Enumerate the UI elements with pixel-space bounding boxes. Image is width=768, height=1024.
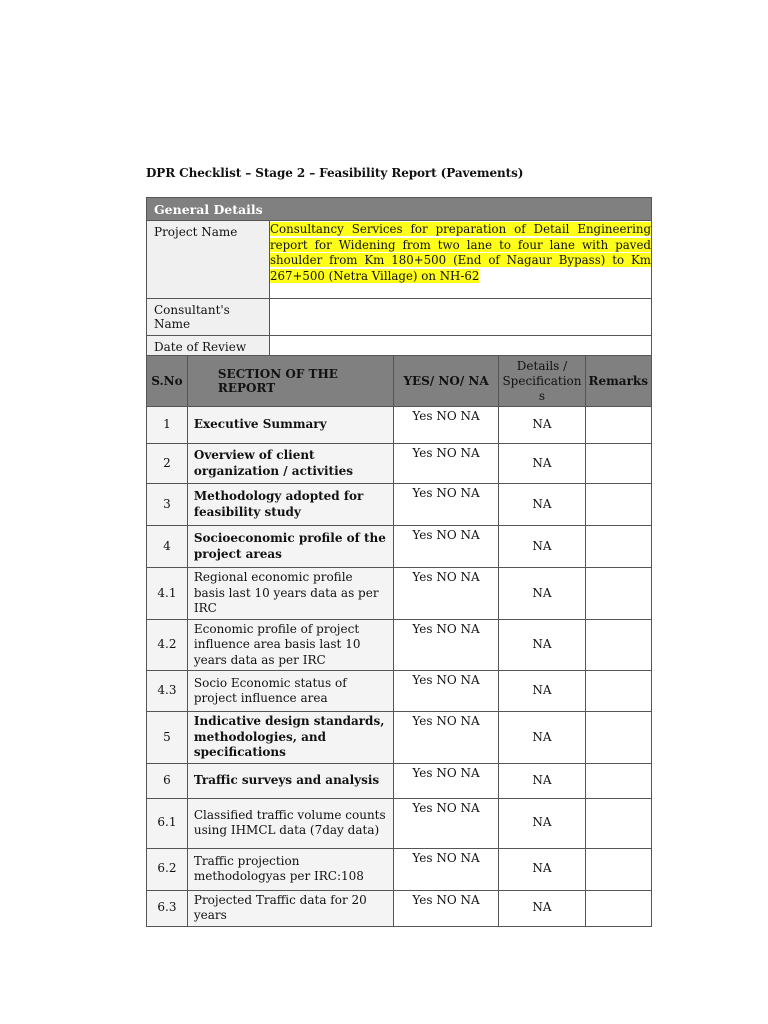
project-name-label: Project Name [147,221,270,299]
row-section: Socio Economic status of project influence area [187,671,393,712]
row-remarks[interactable] [585,619,652,671]
row-remarks[interactable] [585,526,652,568]
row-details[interactable]: NA [499,444,585,484]
row-details[interactable]: NA [499,526,585,568]
table-row [147,526,652,568]
review-date-label: Date of Review [147,336,270,359]
row-yes-no[interactable]: Yes NO NA [393,484,499,526]
table-row [147,444,652,484]
row-section: Classified traffic volume counts using IHMCL data (7day data) [187,798,393,848]
row-sno: 6 [147,763,188,798]
row-details[interactable]: NA [499,568,585,620]
header-section: SECTION OF THE REPORT [187,356,393,407]
table-row [147,798,652,848]
row-details[interactable]: NA [499,712,585,764]
row-remarks[interactable] [585,712,652,764]
row-details[interactable]: NA [499,407,585,444]
row-sno: 4.3 [147,671,188,712]
row-details[interactable]: NA [499,798,585,848]
row-sno: 4 [147,526,188,568]
table-row [147,763,652,798]
row-yes-no[interactable]: Yes NO NA [393,712,499,764]
row-yes-no[interactable]: Yes NO NA [393,619,499,671]
table-row [147,568,652,620]
row-details[interactable]: NA [499,619,585,671]
row-section: Overview of client organization / activities [187,444,393,484]
row-remarks[interactable] [585,763,652,798]
row-section: Regional economic profile basis last 10 years data as per IRC [187,568,393,620]
general-details-header: General Details [147,198,652,221]
row-remarks[interactable] [585,444,652,484]
table-row [147,407,652,444]
row-yes-no[interactable]: Yes NO NA [393,890,499,926]
header-remarks: Remarks [585,356,652,407]
row-yes-no[interactable]: Yes NO NA [393,848,499,890]
consultant-name-label: Consultant's Name [147,299,270,336]
table-row [147,848,652,890]
general-details-header-row [147,198,652,221]
table-row [147,619,652,671]
table-row [147,484,652,526]
row-yes-no[interactable]: Yes NO NA [393,763,499,798]
header-yes-no: YES/ NO/ NA [393,356,499,407]
header-details: Details / Specification s [499,356,585,407]
checklist-table [146,355,652,927]
row-details[interactable]: NA [499,848,585,890]
consultant-row [147,299,652,336]
row-yes-no[interactable]: Yes NO NA [393,444,499,484]
row-yes-no[interactable]: Yes NO NA [393,671,499,712]
table-row [147,671,652,712]
checklist-body [147,407,652,927]
row-section: Traffic surveys and analysis [187,763,393,798]
consultant-name-value[interactable] [270,299,652,336]
header-sno: S.No [147,356,188,407]
row-sno: 2 [147,444,188,484]
row-sno: 6.1 [147,798,188,848]
row-section: Traffic projection methodologyas per IRC:108 [187,848,393,890]
row-section: Indicative design standards, methodologies, and specifications [187,712,393,764]
row-remarks[interactable] [585,568,652,620]
row-section: Methodology adopted for feasibility study [187,484,393,526]
row-sno: 3 [147,484,188,526]
project-name-cell[interactable] [270,221,652,299]
row-yes-no[interactable]: Yes NO NA [393,526,499,568]
row-details[interactable]: NA [499,484,585,526]
row-remarks[interactable] [585,484,652,526]
row-sno: 5 [147,712,188,764]
row-yes-no[interactable]: Yes NO NA [393,798,499,848]
row-details[interactable]: NA [499,890,585,926]
project-name-row [147,221,652,299]
row-details[interactable]: NA [499,671,585,712]
row-remarks[interactable] [585,848,652,890]
row-sno: 6.3 [147,890,188,926]
row-remarks[interactable] [585,798,652,848]
project-name-value: Consultancy Services for preparation of Detail Engineering report for Widening from two lane to four lane with paved shoulder from Km 180+500 (End of Nagaur Bypass) to Km 267+500 (Netra Village) on NH-62 [270,222,651,283]
row-remarks[interactable] [585,671,652,712]
row-remarks[interactable] [585,890,652,926]
row-details[interactable]: NA [499,763,585,798]
table-row [147,890,652,926]
row-sno: 6.2 [147,848,188,890]
document-title: DPR Checklist – Stage 2 – Feasibility Report (Pavements) [146,166,524,180]
row-yes-no[interactable]: Yes NO NA [393,407,499,444]
row-sno: 4.2 [147,619,188,671]
row-section: Executive Summary [187,407,393,444]
table-row [147,712,652,764]
row-sno: 1 [147,407,188,444]
row-sno: 4.1 [147,568,188,620]
row-section: Socioeconomic profile of the project areas [187,526,393,568]
row-section: Economic profile of project influence area basis last 10 years data as per IRC [187,619,393,671]
checklist-header-row [147,356,652,407]
row-yes-no[interactable]: Yes NO NA [393,568,499,620]
row-section: Projected Traffic data for 20 years [187,890,393,926]
general-details-table [146,197,652,359]
row-remarks[interactable] [585,407,652,444]
